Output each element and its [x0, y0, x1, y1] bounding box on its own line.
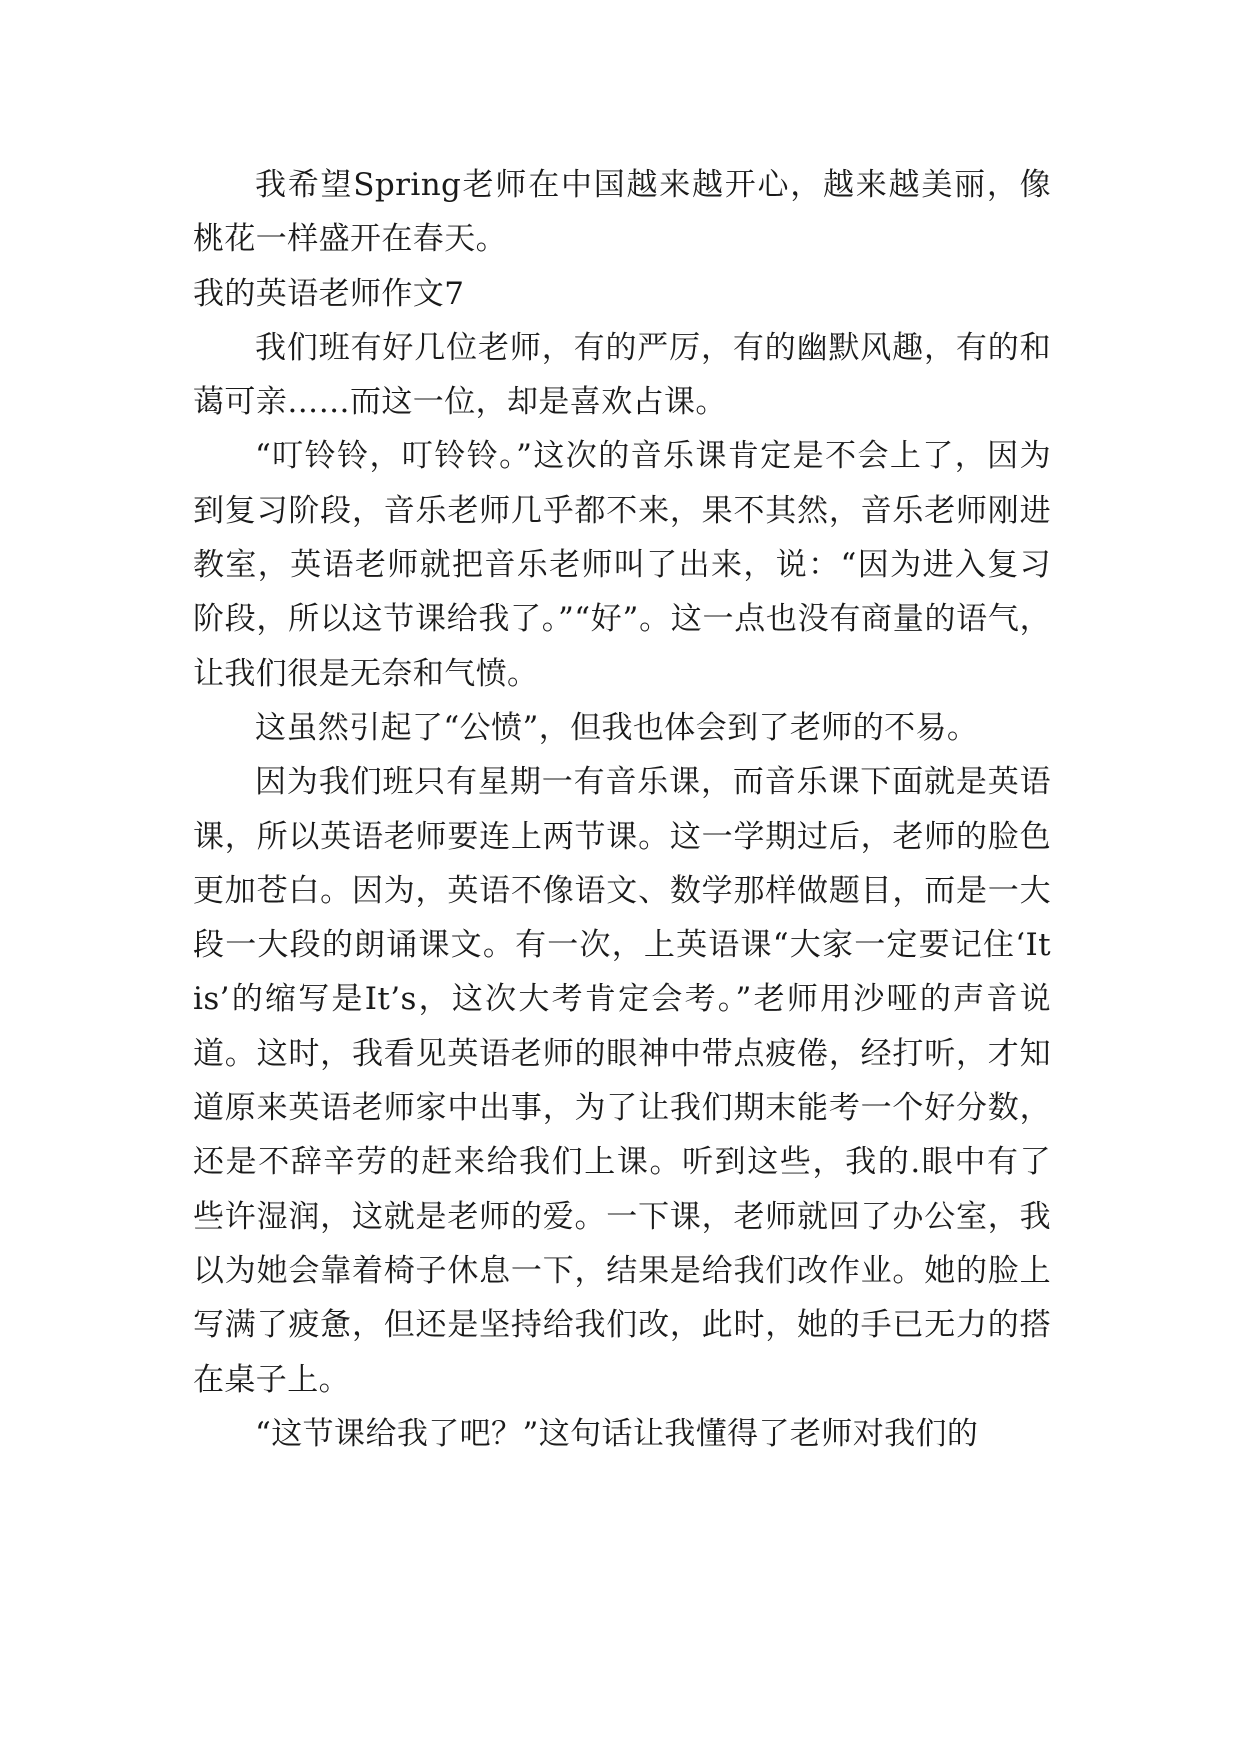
essay-heading: 我的英语老师作文7	[193, 275, 465, 312]
paragraph-reason: 因为我们班只有星期一有音乐课，而音乐课下面就是英语课，所以英语老师要连上两节课。这一学期过后，老师的脸色更加苍白。因为，英语不像语文、数学那样做题目，而是一大段一大段的朗诵课文。有一次，上英语课“大家一定要记住‘It is’的缩写是It’s，这次大考肯定会考。”老师用沙哑的声音说道。这时，我看见英语老师的眼神中带点疲倦，经打听，才知道原来英语老师家中出事，为了让我们期末能考一个好分数，还是不辞辛劳的赶来给我们上课。听到这些，我的.眼中有了些许湿润，这就是老师的爱。一下课，老师就回了办公室，我以为她会靠着椅子休息一下，结果是给我们改作业。她的脸上写满了疲惫，但还是坚持给我们改，此时，她的手已无力的搭在桌子上。	[193, 764, 1051, 1398]
paragraph-final: “这节课给我了吧？”这句话让我懂得了老师对我们的	[255, 1415, 979, 1452]
document-page	[193, 158, 1051, 1461]
paragraph-wish: 我希望Spring老师在中国越来越开心，越来越美丽，像桃花一样盛开在春天。	[193, 167, 1051, 258]
paragraph-intro: 我们班有好几位老师，有的严厉，有的幽默风趣，有的和蔼可亲……而这一位，却是喜欢占课。	[193, 329, 1051, 421]
paragraph-bell: “叮铃铃，叮铃铃。”这次的音乐课肯定是不会上了，因为到复习阶段，音乐老师几乎都不来，果不其然，音乐老师刚进教室，英语老师就把音乐老师叫了出来，说：“因为进入复习阶段，所以这节课给我了。”“好”。这一点也没有商量的语气，让我们很是无奈和气愤。	[193, 438, 1051, 692]
paragraph-indignation: 这虽然引起了“公愤”，但我也体会到了老师的不易。	[255, 709, 979, 746]
